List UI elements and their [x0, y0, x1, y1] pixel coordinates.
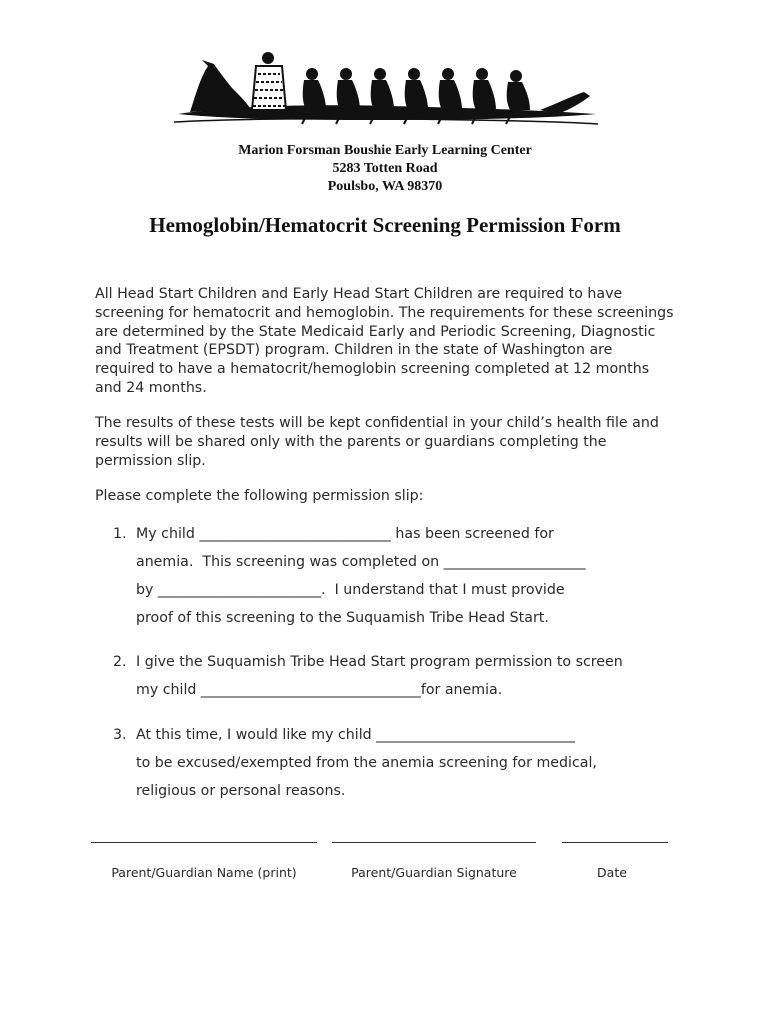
guardian-signature-label: Parent/Guardian Signature — [351, 865, 517, 880]
item-1-number: 1. — [113, 526, 127, 542]
address-line-1: 5283 Totten Road — [332, 161, 438, 176]
item-2-line-2: my child _______________________________for anemia. — [136, 682, 503, 698]
form-title: Hemoglobin/Hematocrit Screening Permission Form — [149, 213, 621, 237]
date-line[interactable] — [562, 842, 668, 843]
confidential-paragraph: The results of these tests will be kept confidential in your child’s health file and results will be shared only with the parents or guardians completing the permission slip. — [95, 415, 659, 469]
item-3-line-1: At this time, I would like my child ____________________________ — [136, 727, 575, 743]
org-name: Marion Forsman Boushie Early Learning Center — [238, 143, 532, 158]
item-1-line-3: by _______________________. I understand that I must provide — [136, 582, 565, 598]
item-1-line-1: My child ___________________________ has been screened for — [136, 526, 554, 542]
item-1-line-4: proof of this screening to the Suquamish Tribe Head Start. — [136, 610, 549, 626]
item-3-number: 3. — [113, 727, 127, 743]
guardian-name-label: Parent/Guardian Name (print) — [111, 865, 297, 880]
item-3-line-3: religious or personal reasons. — [136, 783, 346, 799]
guardian-signature-line[interactable] — [332, 842, 536, 843]
item-1-line-2: anemia. This screening was completed on ____________________ — [136, 554, 586, 570]
address-line-2: Poulsbo, WA 98370 — [327, 179, 443, 194]
canoe-paddlers-logo — [170, 48, 600, 132]
instruction-text: Please complete the following permission slip: — [95, 488, 424, 504]
guardian-name-line[interactable] — [91, 842, 317, 843]
item-2-line-1: I give the Suquamish Tribe Head Start program permission to screen — [136, 654, 623, 670]
date-label: Date — [597, 865, 627, 880]
item-3-line-2: to be excused/exempted from the anemia screening for medical, — [136, 755, 597, 771]
intro-paragraph: All Head Start Children and Early Head Start Children are required to have screening for hematocrit and hemoglobin. The requirements for these screenings are determined by the State Medicaid Early and Periodic Screening, Diagnostic and Treatment (EPSDT) program. Children in the state of Washington are required to have a hematocrit/hemoglobin screening completed at 12 months and 24 months. — [95, 286, 674, 396]
item-2-number: 2. — [113, 654, 127, 670]
